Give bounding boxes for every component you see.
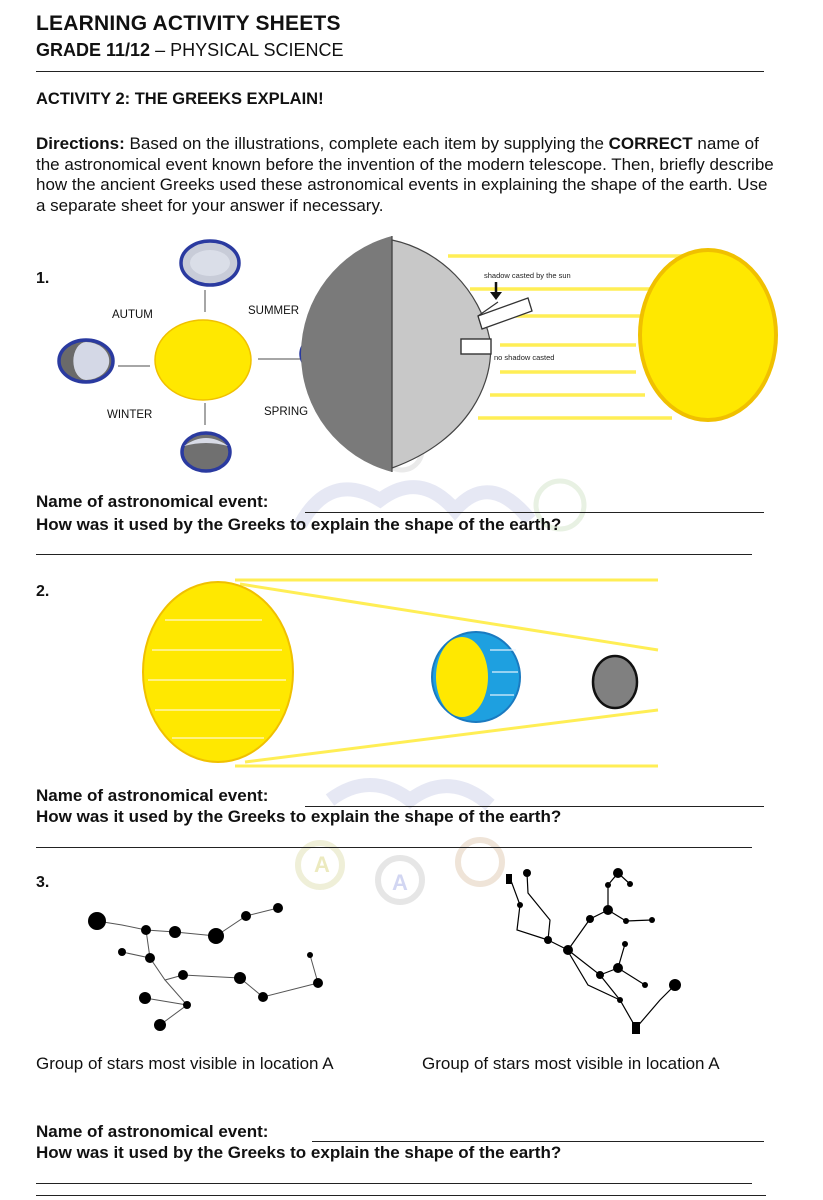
star (208, 928, 224, 944)
item-2-name-prompt: Name of astronomical event: (36, 786, 269, 805)
star (523, 869, 531, 877)
star (145, 953, 155, 963)
directions-correct: CORRECT (608, 134, 693, 153)
directions-text-2: name of the astronomical event known before the invention of the modern telescope. Then, briefly describe how the ancient Greeks used these astronomical events in explaining the shape of the earth. Use a separate sheet for your answer if necessary. (36, 134, 774, 215)
constellation-left (88, 903, 323, 1031)
star (563, 945, 573, 955)
star (178, 970, 188, 980)
label-no-shadow: no shadow casted (494, 353, 555, 362)
grade-label: GRADE 11/12 (36, 40, 151, 60)
label-autumn: AUTUM (112, 309, 153, 321)
star (632, 1022, 640, 1034)
directions-text-1: Based on the illustrations, complete each item by supplying the (124, 134, 609, 153)
item-1-number: 1. (36, 270, 50, 287)
item-3-name-prompt: Name of astronomical event: (36, 1122, 269, 1141)
label-spring: SPRING (264, 406, 309, 418)
star (241, 911, 251, 921)
sheet-title: LEARNING ACTIVITY SHEETS (36, 12, 341, 35)
caption-right: Group of stars most visible in location A (422, 1054, 720, 1073)
star (307, 952, 313, 958)
star (603, 905, 613, 915)
star (669, 979, 681, 991)
constellation-right (506, 868, 681, 1034)
subject-label: PHYSICAL SCIENCE (170, 40, 344, 60)
star (544, 936, 552, 944)
star (258, 992, 268, 1002)
item-3-how-answer-line-1[interactable] (36, 1183, 752, 1184)
watermark-a-2: A (392, 870, 408, 895)
item-3-how-answer-line-2[interactable] (36, 1195, 766, 1196)
star (627, 881, 633, 887)
item-1-name-prompt: Name of astronomical event: (36, 492, 269, 511)
star (586, 915, 594, 923)
item-3-how-prompt: How was it used by the Greeks to explain the shape of the earth? (36, 1143, 562, 1162)
star (623, 918, 629, 924)
directions-label: Directions: (36, 134, 125, 153)
star (139, 992, 151, 1004)
label-shadow-casted: shadow casted by the sun (484, 271, 571, 280)
label-summer: SUMMER (248, 305, 300, 317)
star (617, 997, 623, 1003)
caption-left: Group of stars most visible in location A (36, 1054, 334, 1073)
watermark-a-1: A (314, 852, 330, 877)
dash: – (150, 40, 171, 60)
star (118, 948, 126, 956)
star (649, 917, 655, 923)
activity-title: ACTIVITY 2: THE GREEKS EXPLAIN! (36, 90, 324, 108)
star (183, 1001, 191, 1009)
star (313, 978, 323, 988)
item-2-number: 2. (36, 583, 50, 600)
star (169, 926, 181, 938)
star (506, 874, 512, 884)
item-3-number: 3. (36, 874, 50, 891)
star (273, 903, 283, 913)
star (596, 971, 604, 979)
star (154, 1019, 166, 1031)
star (622, 941, 628, 947)
item-2-how-prompt: How was it used by the Greeks to explain the shape of the earth? (36, 807, 562, 826)
star (642, 982, 648, 988)
star (613, 963, 623, 973)
star (605, 882, 611, 888)
star (88, 912, 106, 930)
star (234, 972, 246, 984)
item-1-how-prompt: How was it used by the Greeks to explain the shape of the earth? (36, 515, 562, 534)
label-winter: WINTER (107, 409, 153, 421)
star (517, 902, 523, 908)
star (613, 868, 623, 878)
star (141, 925, 151, 935)
